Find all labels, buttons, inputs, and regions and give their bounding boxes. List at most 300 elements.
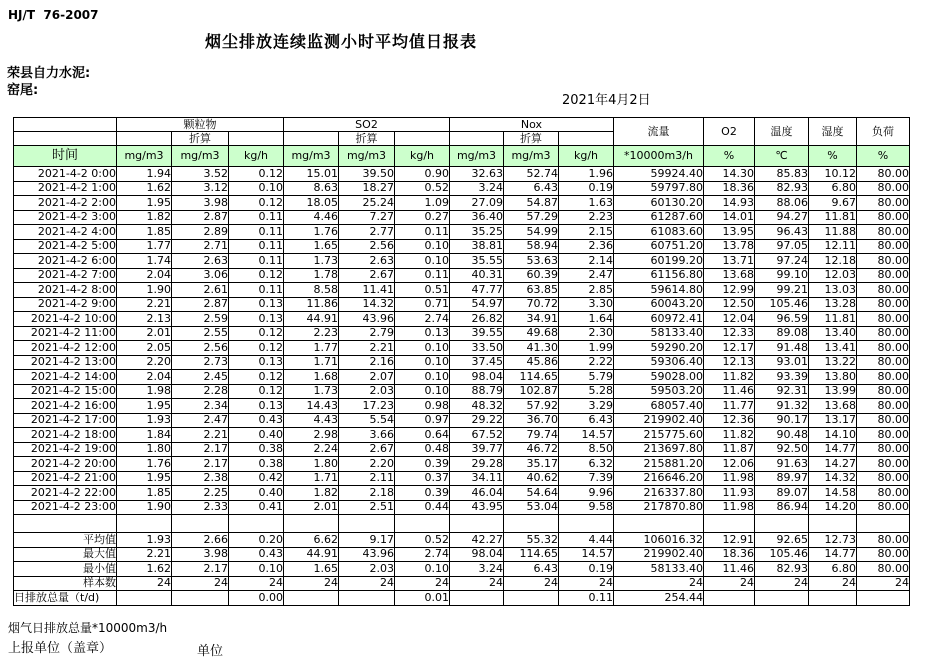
value-cell: 2.56 [339,239,395,254]
footer-unit-label: 单位 [197,644,224,659]
spacer-cell [117,515,172,533]
summary-value-cell: 6.43 [504,562,559,577]
table-row [14,167,910,182]
summary-value-cell: 11.46 [704,562,755,577]
value-cell: 1.74 [117,254,172,269]
value-cell: 44.91 [284,312,339,327]
summary-value-cell [755,591,809,606]
value-cell: 6.80 [809,181,857,196]
value-cell: 0.71 [395,297,450,312]
value-cell: 53.04 [504,500,559,515]
value-cell: 1.64 [559,312,614,327]
value-cell: 0.13 [229,355,284,370]
summary-value-cell: 3.98 [172,547,229,562]
value-cell: 12.36 [704,413,755,428]
summary-value-cell: 24 [504,576,559,591]
value-cell: 14.57 [559,428,614,443]
summary-value-cell [504,591,559,606]
value-cell: 3.24 [450,181,504,196]
value-cell: 0.44 [395,500,450,515]
summary-value-cell: 0.01 [395,591,450,606]
unit-cell: % [857,146,910,167]
value-cell: 35.25 [450,225,504,240]
value-cell: 2.87 [172,210,229,225]
value-cell: 80.00 [857,312,910,327]
group-header-nox: Nox [450,118,614,132]
value-cell: 2.17 [172,457,229,472]
value-cell: 3.98 [172,196,229,211]
value-cell: 49.68 [504,326,559,341]
value-cell: 2.33 [172,500,229,515]
summary-value-cell: 4.44 [559,533,614,548]
value-cell: 12.50 [704,297,755,312]
col-header-temp: 温度 [755,118,809,146]
value-cell: 91.32 [755,399,809,414]
summary-value-cell: 6.62 [284,533,339,548]
value-cell: 61156.80 [614,268,704,283]
table-row [14,471,910,486]
spacer-cell [14,515,117,533]
value-cell: 0.40 [229,428,284,443]
value-cell: 80.00 [857,326,910,341]
value-cell: 0.38 [229,442,284,457]
value-cell: 13.22 [809,355,857,370]
time-cell: 2021-4-2 1:00 [14,181,117,196]
value-cell: 1.84 [117,428,172,443]
value-cell: 0.43 [229,413,284,428]
value-cell: 7.39 [559,471,614,486]
value-cell: 2.85 [559,283,614,298]
summary-value-cell [117,591,172,606]
summary-value-cell: 2.17 [172,562,229,577]
value-cell: 91.63 [755,457,809,472]
value-cell: 10.12 [809,167,857,182]
value-cell: 93.39 [755,370,809,385]
value-cell: 29.28 [450,457,504,472]
time-header: 时间 [14,146,117,167]
summary-value-cell [284,591,339,606]
summary-value-cell: 24 [755,576,809,591]
value-cell: 59290.20 [614,341,704,356]
value-cell: 0.27 [395,210,450,225]
table-row [14,384,910,399]
table-row [14,225,910,240]
value-cell: 43.96 [339,312,395,327]
value-cell: 0.42 [229,471,284,486]
summary-label: 平均值 [14,533,117,548]
value-cell: 3.12 [172,181,229,196]
value-cell: 80.00 [857,486,910,501]
table-row [14,196,910,211]
value-cell: 0.11 [229,239,284,254]
value-cell: 0.98 [395,399,450,414]
value-cell: 52.74 [504,167,559,182]
summary-value-cell: 24 [857,576,910,591]
value-cell: 80.00 [857,384,910,399]
table-row [14,486,910,501]
col-header-o2: O2 [704,118,755,146]
value-cell: 97.05 [755,239,809,254]
time-cell: 2021-4-2 15:00 [14,384,117,399]
value-cell: 33.50 [450,341,504,356]
value-cell: 17.23 [339,399,395,414]
summary-value-cell [857,591,910,606]
value-cell: 11.81 [809,312,857,327]
value-cell: 0.10 [395,370,450,385]
value-cell: 1.71 [284,355,339,370]
value-cell: 26.82 [450,312,504,327]
value-cell: 0.12 [229,196,284,211]
value-cell: 3.30 [559,297,614,312]
value-cell: 3.52 [172,167,229,182]
summary-value-cell: 24 [395,576,450,591]
summary-row [14,562,910,577]
value-cell: 1.65 [284,239,339,254]
value-cell: 215881.20 [614,457,704,472]
summary-value-cell: 24 [614,576,704,591]
value-cell: 2.87 [172,297,229,312]
spacer-cell [614,515,704,533]
value-cell: 2.20 [117,355,172,370]
value-cell: 6.43 [559,413,614,428]
value-cell: 0.39 [395,486,450,501]
summary-value-cell: 219902.40 [614,547,704,562]
time-cell: 2021-4-2 7:00 [14,268,117,283]
value-cell: 14.20 [809,500,857,515]
unit-cell: mg/m3 [339,146,395,167]
value-cell: 60751.20 [614,239,704,254]
value-cell: 12.06 [704,457,755,472]
value-cell: 2.28 [172,384,229,399]
value-cell: 102.87 [504,384,559,399]
value-cell: 1.85 [117,486,172,501]
unit-cell: mg/m3 [504,146,559,167]
value-cell: 0.11 [229,210,284,225]
value-cell: 96.43 [755,225,809,240]
value-cell: 34.11 [450,471,504,486]
value-cell: 11.88 [809,225,857,240]
units-row [14,146,910,167]
summary-value-cell: 2.66 [172,533,229,548]
value-cell: 1.09 [395,196,450,211]
value-cell: 11.98 [704,471,755,486]
value-cell: 2.67 [339,268,395,283]
summary-value-cell: 24 [117,576,172,591]
value-cell: 2.45 [172,370,229,385]
summary-value-cell: 106016.32 [614,533,704,548]
value-cell: 8.50 [559,442,614,457]
summary-value-cell: 24 [229,576,284,591]
value-cell: 1.62 [117,181,172,196]
value-cell: 1.73 [284,254,339,269]
value-cell: 12.99 [704,283,755,298]
page-title: 烟尘排放连续监测小时平均值日报表 [205,32,478,51]
value-cell: 60.39 [504,268,559,283]
value-cell: 54.97 [450,297,504,312]
value-cell: 1.78 [284,268,339,283]
value-cell: 0.13 [395,326,450,341]
value-cell: 12.17 [704,341,755,356]
value-cell: 2.71 [172,239,229,254]
value-cell: 12.33 [704,326,755,341]
spacer-cell [504,515,559,533]
value-cell: 68057.40 [614,399,704,414]
summary-value-cell: 0.20 [229,533,284,548]
value-cell: 80.00 [857,181,910,196]
value-cell: 0.10 [395,384,450,399]
value-cell: 80.00 [857,297,910,312]
value-cell: 80.00 [857,239,910,254]
time-cell: 2021-4-2 2:00 [14,196,117,211]
value-cell: 2.18 [339,486,395,501]
value-cell: 1.93 [117,413,172,428]
value-cell: 213697.80 [614,442,704,457]
summary-value-cell: 24 [704,576,755,591]
value-cell: 0.12 [229,341,284,356]
value-cell: 9.96 [559,486,614,501]
summary-value-cell: 24 [339,576,395,591]
value-cell: 217870.80 [614,500,704,515]
summary-value-cell: 0.43 [229,547,284,562]
value-cell: 80.00 [857,225,910,240]
value-cell: 70.72 [504,297,559,312]
summary-value-cell: 44.91 [284,547,339,562]
value-cell: 25.24 [339,196,395,211]
value-cell: 0.41 [229,500,284,515]
value-cell: 53.63 [504,254,559,269]
summary-value-cell: 12.73 [809,533,857,548]
summary-value-cell: 105.46 [755,547,809,562]
spacer-cell [339,515,395,533]
unit-cell: mg/m3 [284,146,339,167]
value-cell: 1.73 [284,384,339,399]
summary-value-cell: 92.65 [755,533,809,548]
value-cell: 2.56 [172,341,229,356]
value-cell: 1.98 [117,384,172,399]
value-cell: 39.50 [339,167,395,182]
value-cell: 80.00 [857,268,910,283]
value-cell: 13.95 [704,225,755,240]
table-row [14,181,910,196]
value-cell: 219902.40 [614,413,704,428]
value-cell: 80.00 [857,167,910,182]
table-row [14,442,910,457]
unit-cell: mg/m3 [172,146,229,167]
value-cell: 2.47 [559,268,614,283]
value-cell: 2.21 [339,341,395,356]
value-cell: 88.79 [450,384,504,399]
value-cell: 14.10 [809,428,857,443]
value-cell: 92.50 [755,442,809,457]
value-cell: 0.10 [395,355,450,370]
group-header-so2: SO2 [284,118,450,132]
summary-value-cell: 24 [450,576,504,591]
value-cell: 0.10 [229,181,284,196]
value-cell: 80.00 [857,442,910,457]
summary-value-cell: 14.57 [559,547,614,562]
summary-value-cell: 24 [172,576,229,591]
value-cell: 27.09 [450,196,504,211]
value-cell: 47.77 [450,283,504,298]
time-cell: 2021-4-2 14:00 [14,370,117,385]
value-cell: 18.05 [284,196,339,211]
value-cell: 0.19 [559,181,614,196]
value-cell: 11.77 [704,399,755,414]
summary-label: 日排放总量（t/d) [14,591,117,606]
value-cell: 1.77 [284,341,339,356]
value-cell: 92.31 [755,384,809,399]
value-cell: 2.13 [117,312,172,327]
time-cell: 2021-4-2 4:00 [14,225,117,240]
value-cell: 58.94 [504,239,559,254]
value-cell: 89.07 [755,486,809,501]
value-cell: 11.41 [339,283,395,298]
value-cell: 80.00 [857,428,910,443]
summary-label: 最小值 [14,562,117,577]
value-cell: 0.52 [395,181,450,196]
value-cell: 2.21 [117,297,172,312]
value-cell: 18.27 [339,181,395,196]
table-row [14,413,910,428]
unit-cell: mg/m3 [117,146,172,167]
value-cell: 60972.41 [614,312,704,327]
value-cell: 90.17 [755,413,809,428]
summary-value-cell: 2.21 [117,547,172,562]
time-cell: 2021-4-2 17:00 [14,413,117,428]
value-cell: 2.55 [172,326,229,341]
value-cell: 85.83 [755,167,809,182]
summary-value-cell: 58133.40 [614,562,704,577]
value-cell: 14.32 [809,471,857,486]
value-cell: 61287.60 [614,210,704,225]
summary-value-cell [704,591,755,606]
value-cell: 0.13 [229,399,284,414]
value-cell: 2.15 [559,225,614,240]
summary-value-cell: 24 [284,576,339,591]
unit-cell: kg/h [395,146,450,167]
value-cell: 3.06 [172,268,229,283]
value-cell: 2.36 [559,239,614,254]
value-cell: 2.23 [284,326,339,341]
table-row [14,283,910,298]
value-cell: 0.97 [395,413,450,428]
unit-cell: *10000m3/h [614,146,704,167]
value-cell: 54.99 [504,225,559,240]
value-cell: 0.12 [229,167,284,182]
value-cell: 1.82 [117,210,172,225]
value-cell: 96.59 [755,312,809,327]
value-cell: 2.63 [172,254,229,269]
value-cell: 0.13 [229,312,284,327]
value-cell: 82.93 [755,181,809,196]
value-cell: 45.86 [504,355,559,370]
value-cell: 80.00 [857,196,910,211]
value-cell: 12.18 [809,254,857,269]
unit-cell: % [809,146,857,167]
value-cell: 15.01 [284,167,339,182]
time-cell: 2021-4-2 3:00 [14,210,117,225]
value-cell: 13.28 [809,297,857,312]
time-cell: 2021-4-2 22:00 [14,486,117,501]
subheader-converted-nox: 折算 [504,132,559,146]
value-cell: 2.24 [284,442,339,457]
time-cell: 2021-4-2 18:00 [14,428,117,443]
value-cell: 11.87 [704,442,755,457]
summary-value-cell: 0.52 [395,533,450,548]
value-cell: 1.68 [284,370,339,385]
value-cell: 0.38 [229,457,284,472]
value-cell: 38.81 [450,239,504,254]
time-cell: 2021-4-2 8:00 [14,283,117,298]
time-cell: 2021-4-2 9:00 [14,297,117,312]
time-cell: 2021-4-2 6:00 [14,254,117,269]
value-cell: 2.17 [172,442,229,457]
value-cell: 1.94 [117,167,172,182]
table-row [14,210,910,225]
value-cell: 11.93 [704,486,755,501]
time-col-blank [14,118,117,132]
value-cell: 0.12 [229,326,284,341]
value-cell: 46.04 [450,486,504,501]
value-cell: 59797.80 [614,181,704,196]
summary-value-cell [809,591,857,606]
summary-label: 样本数 [14,576,117,591]
time-cell: 2021-4-2 0:00 [14,167,117,182]
value-cell: 80.00 [857,370,910,385]
value-cell: 0.40 [229,486,284,501]
summary-value-cell: 6.80 [809,562,857,577]
value-cell: 4.46 [284,210,339,225]
group-header-pm: 颗粒物 [117,118,284,132]
group-header-row [14,118,910,132]
value-cell: 1.82 [284,486,339,501]
spacer-cell [559,515,614,533]
value-cell: 0.12 [229,384,284,399]
value-cell: 2.34 [172,399,229,414]
value-cell: 1.85 [117,225,172,240]
value-cell: 40.62 [504,471,559,486]
value-cell: 1.95 [117,399,172,414]
summary-value-cell [172,591,229,606]
value-cell: 80.00 [857,283,910,298]
value-cell: 1.63 [559,196,614,211]
value-cell: 58133.40 [614,326,704,341]
value-cell: 8.63 [284,181,339,196]
table-body [14,167,910,606]
value-cell: 0.10 [395,239,450,254]
value-cell: 2.04 [117,370,172,385]
value-cell: 0.11 [229,283,284,298]
value-cell: 12.13 [704,355,755,370]
value-cell: 0.11 [229,254,284,269]
subheader-converted-so2: 折算 [339,132,395,146]
value-cell: 5.28 [559,384,614,399]
report-table [13,117,910,606]
value-cell: 0.10 [395,254,450,269]
value-cell: 11.82 [704,428,755,443]
time-cell: 2021-4-2 21:00 [14,471,117,486]
value-cell: 0.37 [395,471,450,486]
value-cell: 80.00 [857,355,910,370]
time-cell: 2021-4-2 13:00 [14,355,117,370]
value-cell: 59503.20 [614,384,704,399]
value-cell: 2.01 [284,500,339,515]
summary-row [14,591,910,606]
summary-value-cell: 55.32 [504,533,559,548]
value-cell: 80.00 [857,254,910,269]
summary-value-cell: 114.65 [504,547,559,562]
value-cell: 29.22 [450,413,504,428]
